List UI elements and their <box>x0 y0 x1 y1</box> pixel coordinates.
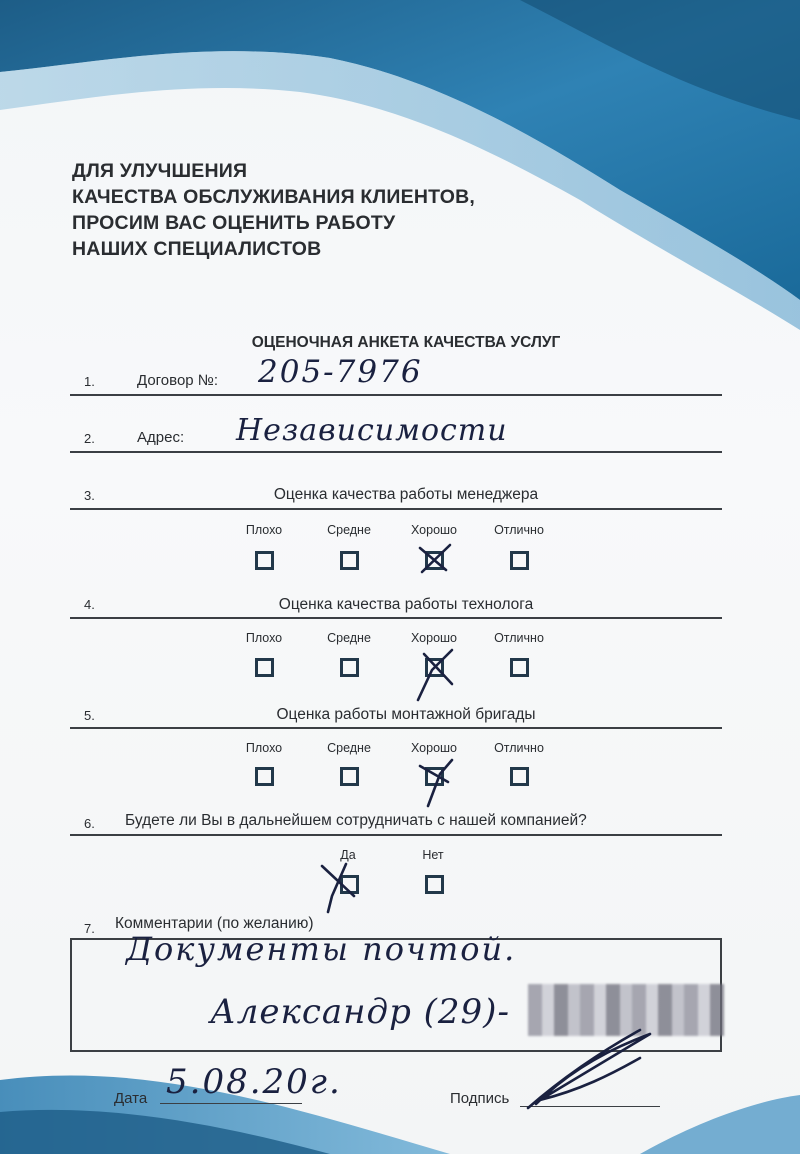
item-number: 6. <box>84 816 95 831</box>
signature-label: Подпись <box>450 1090 510 1107</box>
manager-average-checkbox[interactable] <box>340 551 359 570</box>
item-number: 1. <box>84 374 95 389</box>
option-label: Отлично <box>494 523 544 537</box>
future-cooperation-label: Будете ли Вы в дальнейшем сотрудничать с нашей компанией? <box>125 812 587 829</box>
technologist-bad-checkbox[interactable] <box>255 658 274 677</box>
technologist-average-checkbox[interactable] <box>340 658 359 677</box>
manager-excellent-checkbox[interactable] <box>510 551 529 570</box>
technologist-excellent-checkbox[interactable] <box>510 658 529 677</box>
option-label: Средне <box>327 631 371 645</box>
option-label: Средне <box>327 523 371 537</box>
installation-good-checkbox-checked[interactable] <box>425 767 444 786</box>
option-label: Хорошо <box>410 631 458 645</box>
option-label: Средне <box>327 741 371 755</box>
future-cooperation-line <box>70 834 722 836</box>
header-heading <box>72 158 475 262</box>
technologist-rating-line <box>70 617 722 619</box>
option-label: Хорошо <box>410 523 458 537</box>
manager-bad-checkbox[interactable] <box>255 551 274 570</box>
item-number: 5. <box>84 708 95 723</box>
option-label: Отлично <box>494 631 544 645</box>
header-line: ДЛЯ УЛУЧШЕНИЯ <box>72 160 248 182</box>
date-label: Дата <box>114 1090 148 1107</box>
technologist-good-checkbox-checked[interactable] <box>425 658 444 677</box>
item-number: 3. <box>84 488 95 503</box>
address-line <box>70 451 722 453</box>
cooperation-yes-checkbox-checked[interactable] <box>340 875 359 894</box>
comment-line-handwritten: Александр (29)- <box>210 992 510 1032</box>
redacted-phone-blur <box>528 984 724 1036</box>
form-title: ОЦЕНОЧНАЯ АНКЕТА КАЧЕСТВА УСЛУГ <box>251 334 561 351</box>
item-number: 4. <box>84 597 95 612</box>
comment-line-handwritten: Документы почтой. <box>126 930 517 968</box>
installation-bad-checkbox[interactable] <box>255 767 274 786</box>
option-label: Плохо <box>245 523 283 537</box>
technologist-rating-label: Оценка качества работы технолога <box>278 596 534 613</box>
date-handwritten: 5.08.20г. <box>166 1062 342 1102</box>
signature-line <box>520 1106 660 1107</box>
contract-number-handwritten: 205-7976 <box>258 354 423 390</box>
cooperation-no-checkbox[interactable] <box>425 875 444 894</box>
contract-line <box>70 394 722 396</box>
installation-team-rating-label: Оценка работы монтажной бригады <box>276 706 536 723</box>
comments-label: Комментарии (по желанию) <box>115 915 314 932</box>
date-line <box>160 1103 302 1104</box>
option-label: Хорошо <box>410 741 458 755</box>
contract-label: Договор №: <box>137 372 219 389</box>
installation-team-rating-line <box>70 727 722 729</box>
option-label: Нет <box>422 848 444 862</box>
manager-rating-label: Оценка качества работы менеджера <box>273 486 539 503</box>
option-label: Да <box>340 848 356 862</box>
option-label: Плохо <box>245 631 283 645</box>
installation-average-checkbox[interactable] <box>340 767 359 786</box>
item-number: 7. <box>84 921 95 936</box>
manager-good-checkbox-checked[interactable] <box>425 551 444 570</box>
option-label: Плохо <box>245 741 283 755</box>
manager-rating-line <box>70 508 722 510</box>
header-line: КАЧЕСТВА ОБСЛУЖИВАНИЯ КЛИЕНТОВ, <box>72 186 476 208</box>
header-line: НАШИХ СПЕЦИАЛИСТОВ <box>72 238 322 260</box>
header-line: ПРОСИМ ВАС ОЦЕНИТЬ РАБОТУ <box>72 212 396 234</box>
address-handwritten: Независимости <box>236 413 508 448</box>
installation-excellent-checkbox[interactable] <box>510 767 529 786</box>
option-label: Отлично <box>494 741 544 755</box>
item-number: 2. <box>84 431 95 446</box>
address-label: Адрес: <box>137 429 185 446</box>
